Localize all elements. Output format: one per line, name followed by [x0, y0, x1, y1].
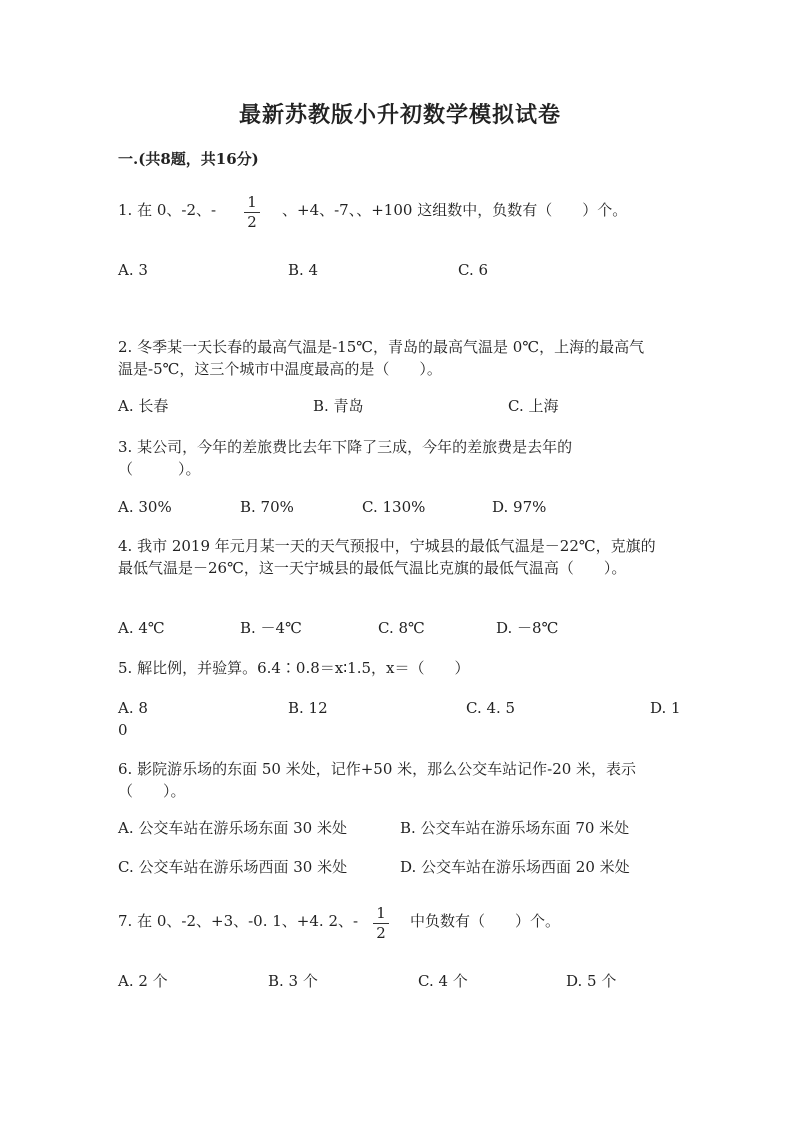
q1-option-a[interactable]: A. 3 — [118, 261, 148, 279]
q1-stem-part1: 1. 在 0、-2、- — [118, 201, 217, 219]
q1-option-c[interactable]: C. 6 — [458, 261, 489, 279]
q6-option-d[interactable]: D. 公交车站在游乐场西面 20 米处 — [400, 858, 630, 876]
q3-stem-line1: 3. 某公司，今年的差旅费比去年下降了三成，今年的差旅费是去年的 — [118, 438, 573, 456]
q4-option-b[interactable]: B. －4℃ — [240, 619, 302, 637]
q6-option-c[interactable]: C. 公交车站在游乐场西面 30 米处 — [118, 858, 348, 876]
q2-option-c[interactable]: C. 上海 — [508, 397, 559, 415]
q5-stem-line1: 5. 解比例，并验算。6.4∶0.8＝x∶1.5，x＝（ ） — [118, 659, 470, 677]
q3-option-d[interactable]: D. 97% — [492, 498, 547, 516]
q1-fraction-denominator: 2 — [247, 213, 257, 231]
q4-option-c[interactable]: C. 8℃ — [378, 619, 425, 637]
q4-option-a[interactable]: A. 4℃ — [118, 619, 165, 637]
q2-stem-line1: 2. 冬季某一天长春的最高气温是-15℃，青岛的最高气温是 0℃，上海的最高气 — [118, 338, 645, 356]
q6-stem-line1: 6. 影院游乐场的东面 50 米处，记作+50 米，那么公交车站记作-20 米，表示 — [118, 760, 637, 778]
q5-option-d[interactable]: D. 1 — [650, 699, 681, 717]
q2-option-a[interactable]: A. 长春 — [118, 397, 169, 415]
q7-option-c[interactable]: C. 4 个 — [418, 972, 468, 990]
q6-option-b[interactable]: B. 公交车站在游乐场东面 70 米处 — [400, 819, 630, 837]
q4-option-d[interactable]: D. －8℃ — [496, 619, 559, 637]
q2-option-b[interactable]: B. 青岛 — [313, 397, 364, 415]
q7-fraction-numerator: 1 — [373, 905, 389, 924]
section-heading: 一.(共8题，共16分) — [118, 150, 259, 168]
q6-option-a[interactable]: A. 公交车站在游乐场东面 30 米处 — [118, 819, 347, 837]
q5-option-b[interactable]: B. 12 — [288, 699, 328, 717]
q1-fraction — [244, 194, 260, 231]
q7-fraction — [373, 905, 389, 942]
q5-option-c[interactable]: C. 4. 5 — [466, 699, 516, 717]
q1-fraction-numerator: 1 — [244, 194, 260, 213]
exam-title: 最新苏教版小升初数学模拟试卷 — [238, 102, 561, 128]
q4-stem-line2: 最低气温是－26℃，这一天宁城县的最低气温比克旗的最低气温高（ ）。 — [118, 559, 627, 577]
q3-option-a[interactable]: A. 30% — [118, 498, 172, 516]
q6-stem-line2: （ ）。 — [118, 782, 186, 800]
q3-stem-line2: （ ）。 — [118, 460, 201, 478]
q7-option-b[interactable]: B. 3 个 — [268, 972, 318, 990]
q1-stem-part2: 、+4、-7、、+100 这组数中，负数有（ ）个。 — [282, 201, 628, 219]
q5-option-a[interactable]: A. 8 — [118, 699, 148, 717]
q2-stem-line2: 温是-5℃，这三个城市中温度最高的是（ ）。 — [118, 360, 442, 378]
q7-stem-part2: 中负数有（ ）个。 — [410, 912, 561, 930]
q7-option-d[interactable]: D. 5 个 — [566, 972, 617, 990]
q7-option-a[interactable]: A. 2 个 — [118, 972, 168, 990]
q7-stem-part1: 7. 在 0、-2、+3、-0. 1、+4. 2、- — [118, 912, 359, 930]
q1-option-b[interactable]: B. 4 — [288, 261, 319, 279]
q4-stem-line1: 4. 我市 2019 年元月某一天的天气预报中，宁城县的最低气温是－22℃，克旗的 — [118, 537, 656, 555]
q5-option-d-wrap: 0 — [118, 721, 128, 739]
q7-fraction-denominator: 2 — [376, 924, 386, 942]
q3-option-c[interactable]: C. 130% — [362, 498, 426, 516]
q3-option-b[interactable]: B. 70% — [240, 498, 294, 516]
